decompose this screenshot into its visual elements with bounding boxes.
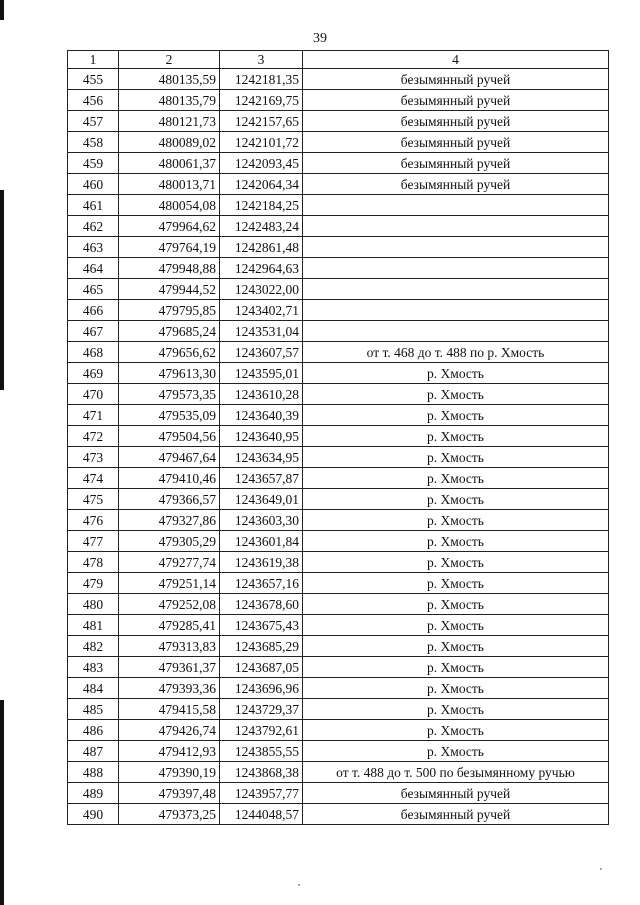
x-coordinate-cell: 479252,08 — [119, 594, 220, 615]
point-number-cell: 472 — [68, 426, 119, 447]
description-cell: р. Хмость — [303, 426, 609, 447]
description-cell: р. Хмость — [303, 657, 609, 678]
description-cell: безымянный ручей — [303, 153, 609, 174]
y-coordinate-cell: 1243649,01 — [220, 489, 303, 510]
y-coordinate-cell: 1242157,65 — [220, 111, 303, 132]
table-row — [68, 279, 609, 300]
y-coordinate-cell: 1243675,43 — [220, 615, 303, 636]
table-row — [68, 489, 609, 510]
x-coordinate-cell: 479251,14 — [119, 573, 220, 594]
x-coordinate-cell: 479415,58 — [119, 699, 220, 720]
x-coordinate-cell: 480135,59 — [119, 69, 220, 90]
x-coordinate-cell: 479944,52 — [119, 279, 220, 300]
point-number-cell: 485 — [68, 699, 119, 720]
point-number-cell: 473 — [68, 447, 119, 468]
x-coordinate-cell: 479535,09 — [119, 405, 220, 426]
table-row — [68, 699, 609, 720]
y-coordinate-cell: 1243402,71 — [220, 300, 303, 321]
description-cell: р. Хмость — [303, 405, 609, 426]
y-coordinate-cell: 1242964,63 — [220, 258, 303, 279]
description-cell: р. Хмость — [303, 531, 609, 552]
description-cell — [303, 237, 609, 258]
x-coordinate-cell: 479397,48 — [119, 783, 220, 804]
y-coordinate-cell: 1243729,37 — [220, 699, 303, 720]
x-coordinate-cell: 479426,74 — [119, 720, 220, 741]
scan-edge-mark — [0, 190, 4, 390]
x-coordinate-cell: 479366,57 — [119, 489, 220, 510]
point-number-cell: 458 — [68, 132, 119, 153]
table-row — [68, 657, 609, 678]
y-coordinate-cell: 1243678,60 — [220, 594, 303, 615]
table-row — [68, 762, 609, 783]
table-row — [68, 741, 609, 762]
point-number-cell: 483 — [68, 657, 119, 678]
x-coordinate-cell: 479373,25 — [119, 804, 220, 825]
table-row — [68, 300, 609, 321]
table-row — [68, 783, 609, 804]
description-cell: от т. 468 до т. 488 по р. Хмость — [303, 342, 609, 363]
x-coordinate-cell: 479412,93 — [119, 741, 220, 762]
x-coordinate-cell: 480135,79 — [119, 90, 220, 111]
point-number-cell: 456 — [68, 90, 119, 111]
point-number-cell: 455 — [68, 69, 119, 90]
y-coordinate-cell: 1242169,75 — [220, 90, 303, 111]
table-row — [68, 132, 609, 153]
description-cell: безымянный ручей — [303, 783, 609, 804]
x-coordinate-cell: 479305,29 — [119, 531, 220, 552]
table-row — [68, 321, 609, 342]
description-cell: р. Хмость — [303, 384, 609, 405]
column-header-point-number: 1 — [68, 51, 119, 69]
y-coordinate-cell: 1243022,00 — [220, 279, 303, 300]
x-coordinate-cell: 479285,41 — [119, 615, 220, 636]
description-cell: безымянный ручей — [303, 90, 609, 111]
x-coordinate-cell: 479393,36 — [119, 678, 220, 699]
table-row — [68, 216, 609, 237]
x-coordinate-cell: 479361,37 — [119, 657, 220, 678]
point-number-cell: 463 — [68, 237, 119, 258]
y-coordinate-cell: 1242861,48 — [220, 237, 303, 258]
description-cell: р. Хмость — [303, 447, 609, 468]
table-row — [68, 447, 609, 468]
point-number-cell: 482 — [68, 636, 119, 657]
point-number-cell: 484 — [68, 678, 119, 699]
table-row — [68, 615, 609, 636]
description-cell: от т. 488 до т. 500 по безымянному ручью — [303, 762, 609, 783]
point-number-cell: 471 — [68, 405, 119, 426]
point-number-cell: 481 — [68, 615, 119, 636]
x-coordinate-cell: 479685,24 — [119, 321, 220, 342]
page-number: 39 — [313, 31, 327, 46]
x-coordinate-cell: 479410,46 — [119, 468, 220, 489]
y-coordinate-cell: 1242101,72 — [220, 132, 303, 153]
x-coordinate-cell: 480013,71 — [119, 174, 220, 195]
y-coordinate-cell: 1242184,25 — [220, 195, 303, 216]
x-coordinate-cell: 479313,83 — [119, 636, 220, 657]
table-row — [68, 153, 609, 174]
x-coordinate-cell: 479656,62 — [119, 342, 220, 363]
y-coordinate-cell: 1243610,28 — [220, 384, 303, 405]
table-row — [68, 720, 609, 741]
point-number-cell: 479 — [68, 573, 119, 594]
table-row — [68, 258, 609, 279]
point-number-cell: 462 — [68, 216, 119, 237]
description-cell: р. Хмость — [303, 468, 609, 489]
x-coordinate-cell: 479390,19 — [119, 762, 220, 783]
y-coordinate-cell: 1243696,96 — [220, 678, 303, 699]
description-cell — [303, 258, 609, 279]
point-number-cell: 475 — [68, 489, 119, 510]
table-row — [68, 237, 609, 258]
description-cell: безымянный ручей — [303, 804, 609, 825]
point-number-cell: 474 — [68, 468, 119, 489]
column-header-description: 4 — [303, 51, 609, 69]
point-number-cell: 488 — [68, 762, 119, 783]
x-coordinate-cell: 480061,37 — [119, 153, 220, 174]
x-coordinate-cell: 480089,02 — [119, 132, 220, 153]
x-coordinate-cell: 479573,35 — [119, 384, 220, 405]
y-coordinate-cell: 1243657,16 — [220, 573, 303, 594]
description-cell: р. Хмость — [303, 363, 609, 384]
point-number-cell: 478 — [68, 552, 119, 573]
scan-speck — [298, 884, 300, 886]
y-coordinate-cell: 1243595,01 — [220, 363, 303, 384]
table-header — [68, 51, 609, 69]
x-coordinate-cell: 480054,08 — [119, 195, 220, 216]
y-coordinate-cell: 1243657,87 — [220, 468, 303, 489]
y-coordinate-cell: 1243601,84 — [220, 531, 303, 552]
description-cell — [303, 216, 609, 237]
description-cell: р. Хмость — [303, 636, 609, 657]
scan-edge-mark — [0, 0, 4, 20]
table-row — [68, 69, 609, 90]
y-coordinate-cell: 1243687,05 — [220, 657, 303, 678]
scan-speck — [600, 868, 602, 870]
description-cell: безымянный ручей — [303, 69, 609, 90]
y-coordinate-cell: 1242181,35 — [220, 69, 303, 90]
x-coordinate-cell: 479504,56 — [119, 426, 220, 447]
table-row — [68, 342, 609, 363]
description-cell: р. Хмость — [303, 489, 609, 510]
point-number-cell: 459 — [68, 153, 119, 174]
column-header-y-coordinate: 3 — [220, 51, 303, 69]
point-number-cell: 467 — [68, 321, 119, 342]
y-coordinate-cell: 1243868,38 — [220, 762, 303, 783]
point-number-cell: 465 — [68, 279, 119, 300]
table-row — [68, 426, 609, 447]
table-row — [68, 468, 609, 489]
x-coordinate-cell: 479764,19 — [119, 237, 220, 258]
y-coordinate-cell: 1243792,61 — [220, 720, 303, 741]
point-number-cell: 490 — [68, 804, 119, 825]
table-row — [68, 531, 609, 552]
description-cell: р. Хмость — [303, 552, 609, 573]
table-row — [68, 90, 609, 111]
scan-edge-mark — [0, 700, 4, 905]
description-cell: р. Хмость — [303, 573, 609, 594]
point-number-cell: 480 — [68, 594, 119, 615]
y-coordinate-cell: 1242064,34 — [220, 174, 303, 195]
point-number-cell: 457 — [68, 111, 119, 132]
table-row — [68, 552, 609, 573]
description-cell: р. Хмость — [303, 720, 609, 741]
y-coordinate-cell: 1243603,30 — [220, 510, 303, 531]
table-row — [68, 174, 609, 195]
point-number-cell: 464 — [68, 258, 119, 279]
x-coordinate-cell: 479613,30 — [119, 363, 220, 384]
table-row — [68, 804, 609, 825]
table-row — [68, 363, 609, 384]
table-row — [68, 111, 609, 132]
table-row — [68, 384, 609, 405]
y-coordinate-cell: 1243957,77 — [220, 783, 303, 804]
y-coordinate-cell: 1243685,29 — [220, 636, 303, 657]
description-cell: безымянный ручей — [303, 174, 609, 195]
x-coordinate-cell: 479327,86 — [119, 510, 220, 531]
description-cell: р. Хмость — [303, 594, 609, 615]
table-row — [68, 195, 609, 216]
description-cell — [303, 321, 609, 342]
point-number-cell: 489 — [68, 783, 119, 804]
x-coordinate-cell: 479795,85 — [119, 300, 220, 321]
table-row — [68, 573, 609, 594]
table-row — [68, 510, 609, 531]
column-header-x-coordinate: 2 — [119, 51, 220, 69]
point-number-cell: 466 — [68, 300, 119, 321]
table-row — [68, 636, 609, 657]
y-coordinate-cell: 1243640,95 — [220, 426, 303, 447]
table-row — [68, 405, 609, 426]
point-number-cell: 486 — [68, 720, 119, 741]
description-cell: р. Хмость — [303, 615, 609, 636]
coordinates-table — [67, 50, 609, 825]
description-cell: р. Хмость — [303, 699, 609, 720]
point-number-cell: 460 — [68, 174, 119, 195]
x-coordinate-cell: 479467,64 — [119, 447, 220, 468]
header-row — [68, 51, 609, 69]
y-coordinate-cell: 1242093,45 — [220, 153, 303, 174]
table-row — [68, 678, 609, 699]
y-coordinate-cell: 1243640,39 — [220, 405, 303, 426]
point-number-cell: 476 — [68, 510, 119, 531]
y-coordinate-cell: 1243634,95 — [220, 447, 303, 468]
x-coordinate-cell: 479277,74 — [119, 552, 220, 573]
point-number-cell: 469 — [68, 363, 119, 384]
y-coordinate-cell: 1243607,57 — [220, 342, 303, 363]
description-cell: р. Хмость — [303, 510, 609, 531]
description-cell: р. Хмость — [303, 741, 609, 762]
y-coordinate-cell: 1243619,38 — [220, 552, 303, 573]
point-number-cell: 487 — [68, 741, 119, 762]
description-cell: безымянный ручей — [303, 132, 609, 153]
description-cell: безымянный ручей — [303, 111, 609, 132]
point-number-cell: 461 — [68, 195, 119, 216]
y-coordinate-cell: 1242483,24 — [220, 216, 303, 237]
table-body — [68, 69, 609, 825]
description-cell: р. Хмость — [303, 678, 609, 699]
point-number-cell: 468 — [68, 342, 119, 363]
x-coordinate-cell: 480121,73 — [119, 111, 220, 132]
description-cell — [303, 279, 609, 300]
description-cell — [303, 300, 609, 321]
x-coordinate-cell: 479964,62 — [119, 216, 220, 237]
description-cell — [303, 195, 609, 216]
y-coordinate-cell: 1243855,55 — [220, 741, 303, 762]
point-number-cell: 477 — [68, 531, 119, 552]
y-coordinate-cell: 1244048,57 — [220, 804, 303, 825]
y-coordinate-cell: 1243531,04 — [220, 321, 303, 342]
table-row — [68, 594, 609, 615]
point-number-cell: 470 — [68, 384, 119, 405]
x-coordinate-cell: 479948,88 — [119, 258, 220, 279]
